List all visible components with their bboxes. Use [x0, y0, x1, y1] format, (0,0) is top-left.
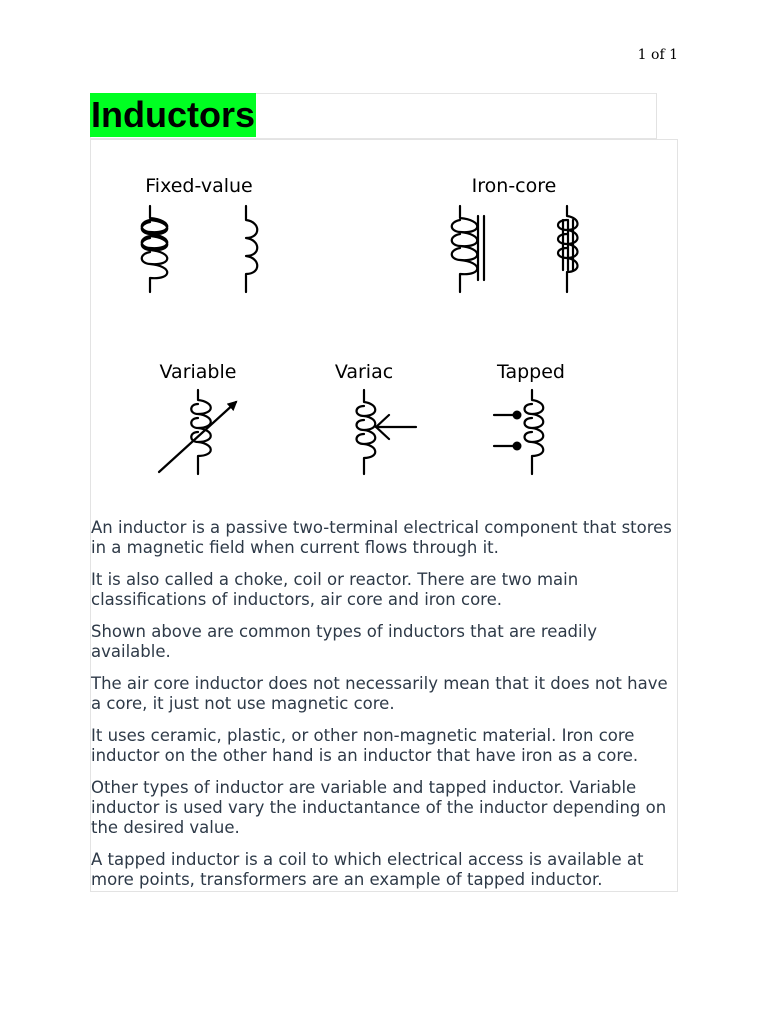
variable-inductor-symbol	[159, 390, 236, 474]
paragraph: The air core inductor does not necessarily mean that it does not have a core, it just not use magnetic core.	[91, 674, 668, 713]
tapped-inductor-symbol	[494, 390, 543, 474]
iron-core-label: Iron-core	[471, 175, 557, 197]
variable-label: Variable	[159, 361, 237, 383]
body-text	[91, 518, 679, 902]
tap-point-dot	[513, 442, 522, 451]
fixed-value-label: Fixed-value	[145, 175, 253, 197]
paragraph: Other types of inductor are variable and tapped inductor. Variable inductor is used vary the inductantance of the inductor depending on the desired value.	[91, 778, 667, 837]
variac-symbol	[357, 390, 417, 474]
title-box	[90, 93, 657, 139]
variac-label: Variac	[334, 361, 394, 383]
paragraph: A tapped inductor is a coil to which electrical access is available at more points, transformers are an example of tapped inductor.	[91, 850, 644, 889]
iron-core-inductor-symbol	[452, 206, 484, 292]
iron-core-inductor-alt-symbol	[558, 206, 578, 292]
tapped-label: Tapped	[497, 361, 565, 383]
paragraph: Shown above are common types of inductors that are readily available.	[91, 622, 597, 661]
tap-point-dot	[513, 411, 522, 420]
page-number: 1 of 1	[637, 47, 678, 63]
fixed-inductor-coil-symbol	[142, 206, 168, 292]
paragraph: An inductor is a passive two-terminal electrical component that stores in a magnetic field when current flows through it.	[91, 518, 672, 557]
fixed-inductor-humps-symbol	[246, 206, 257, 292]
paragraph: It is also called a choke, coil or reactor. There are two main classifications of inductors, air core and iron core.	[91, 570, 579, 609]
content-box	[90, 139, 678, 892]
inductor-symbols-figure	[91, 140, 679, 500]
paragraph: It uses ceramic, plastic, or other non-magnetic material. Iron core inductor on the other hand is an inductor that have iron as a core.	[91, 726, 639, 765]
page-title: Inductors	[91, 94, 256, 135]
